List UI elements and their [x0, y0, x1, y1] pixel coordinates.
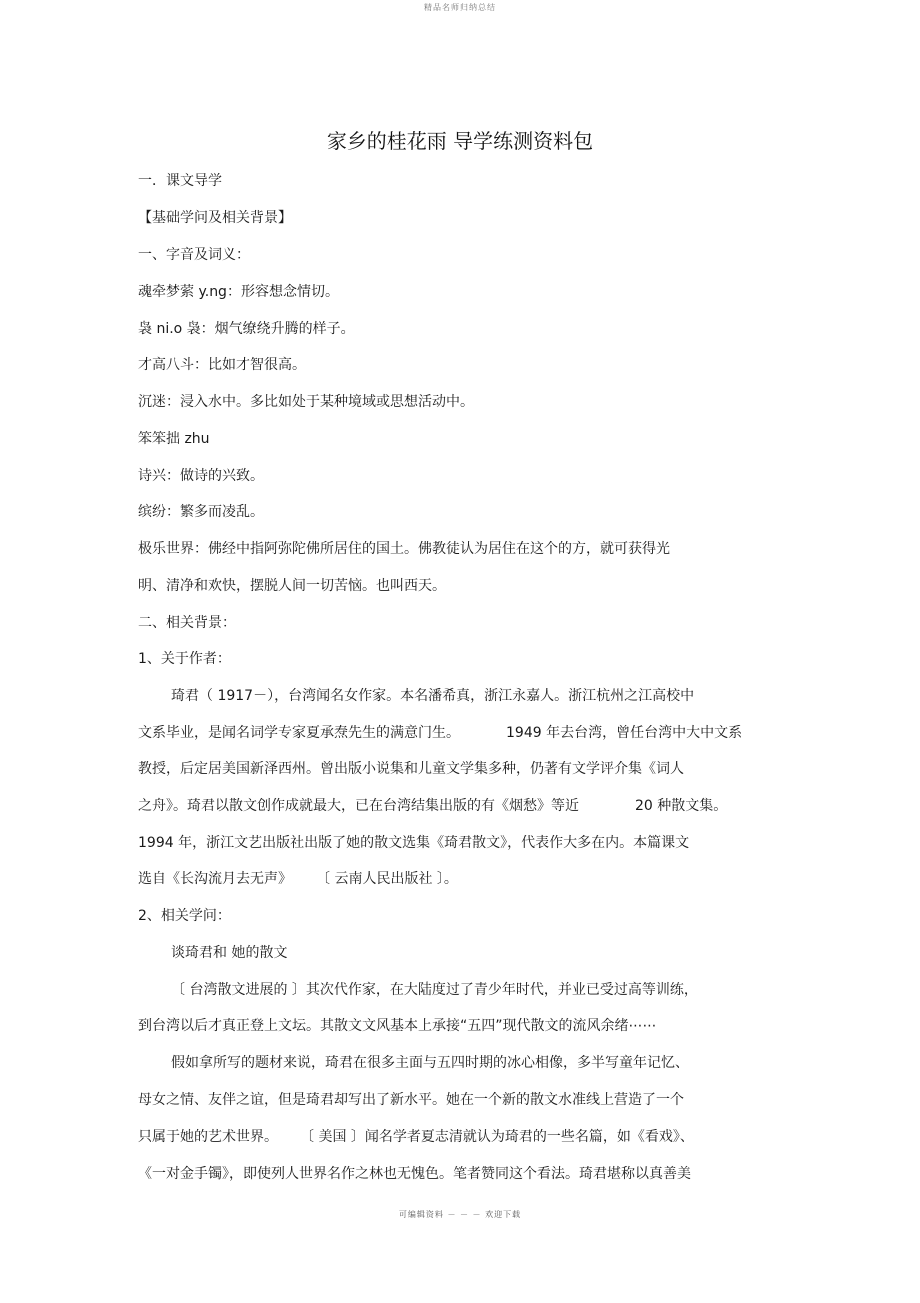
vocab-entry: 笨笨拙 zhu [138, 431, 210, 447]
paragraph-line: 1994 年，浙江文艺出版社出版了她的散文选集《琦君散文》，代表作大多在内。本篇课文 [138, 835, 690, 851]
vocab-entry: 沉迷：浸入水中。多比如处于某种境域或思想活动中。 [138, 394, 474, 410]
article-title: 谈琦君和 她的散文 [171, 945, 288, 961]
vocab-entry: 才高八斗：比如才智很高。 [138, 357, 306, 373]
paragraph-line [138, 1128, 694, 1146]
paragraph-line: 到台湾以后才真正登上文坛。其散文文风基本上承接“五四”现代散文的流风余绪⋯⋯ [138, 1018, 657, 1034]
vocab-entry: 魂牵梦萦 y.ng：形容想念情切。 [138, 284, 339, 300]
subsection-heading: 【基础学问及相关背景】 [138, 210, 292, 226]
paragraph-line: 母女之情、友伴之谊，但是琦君却写出了新水平。她在一个新的散文水准线上营造了一个 [138, 1092, 684, 1108]
paragraph-segment: 〔 云南人民出版社 〕。 [316, 871, 458, 887]
paragraph-segment: 20 种散文集。 [635, 798, 728, 814]
paragraph-line: 〔 台湾散文进展的 〕其次代作家，在大陆度过了青少年时代，并业已受过高等训练， [171, 982, 698, 998]
paragraph-segment: 文系毕业，是闻名词学专家夏承焘先生的满意门生。 [138, 725, 460, 741]
page-footer-note: 可编辑资料 － － － 欢迎下载 [398, 1210, 522, 1219]
paragraph-segment: 1949 年去台湾，曾任台湾中大中文系 [506, 725, 743, 741]
vocab-entry: 极乐世界：佛经中指阿弥陀佛所居住的国土。佛教徒认为居住在这个的方，就可获得光 [138, 541, 670, 557]
subsection-heading: 一、字音及词义： [138, 247, 250, 263]
vocab-entry: 诗兴：做诗的兴致。 [138, 468, 264, 484]
vocab-entry: 缤纷：繁多而凌乱。 [138, 504, 264, 520]
paragraph-line [138, 797, 727, 815]
paragraph-line: 教授，后定居美国新泽西州。曾出版小说集和儿童文学集多种，仍著有文学评介集《词人 [138, 761, 684, 777]
paragraph-line: 琦君（ 1917－），台湾闻名女作家。本名潘希真，浙江永嘉人。浙江杭州之江高校中 [171, 688, 695, 704]
section-heading: 一．课文导学 [138, 173, 222, 189]
paragraph-line [138, 724, 742, 742]
subsection-heading: 2、相关学问： [138, 908, 231, 924]
paragraph-segment: 〔 美国 〕闻名学者夏志清就认为琦君的一些名篇，如《看戏》、 [300, 1129, 694, 1145]
subsection-heading: 二、相关背景： [138, 615, 236, 631]
paragraph-segment: 只属于她的艺术世界。 [138, 1129, 278, 1145]
vocab-entry-continued: 明、清净和欢快，摆脱人间一切苦恼。也叫西天。 [138, 578, 446, 594]
page-header-note: 精品名师归纳总结 [424, 3, 496, 12]
document-title: 家乡的桂花雨 导学练测资料包 [326, 129, 594, 153]
paragraph-line: 假如拿所写的题材来说，琦君在很多主面与五四时期的冰心相像，多半写童年记忆、 [171, 1055, 689, 1071]
paragraph-segment: 之舟》。琦君以散文创作成就最大，已在台湾结集出版的有《烟愁》等近 [138, 798, 579, 814]
subsection-heading: 1、关于作者： [138, 651, 231, 667]
paragraph-line [138, 870, 458, 888]
vocab-entry: 袅 ni.o 袅：烟气缭绕升腾的样子。 [138, 321, 355, 337]
paragraph-segment: 选自《长沟流月去无声》 [138, 871, 292, 887]
paragraph-line: 《一对金手镯》，即使列人世界名作之林也无愧色。笔者赞同这个看法。琦君堪称以真善美 [138, 1166, 691, 1182]
